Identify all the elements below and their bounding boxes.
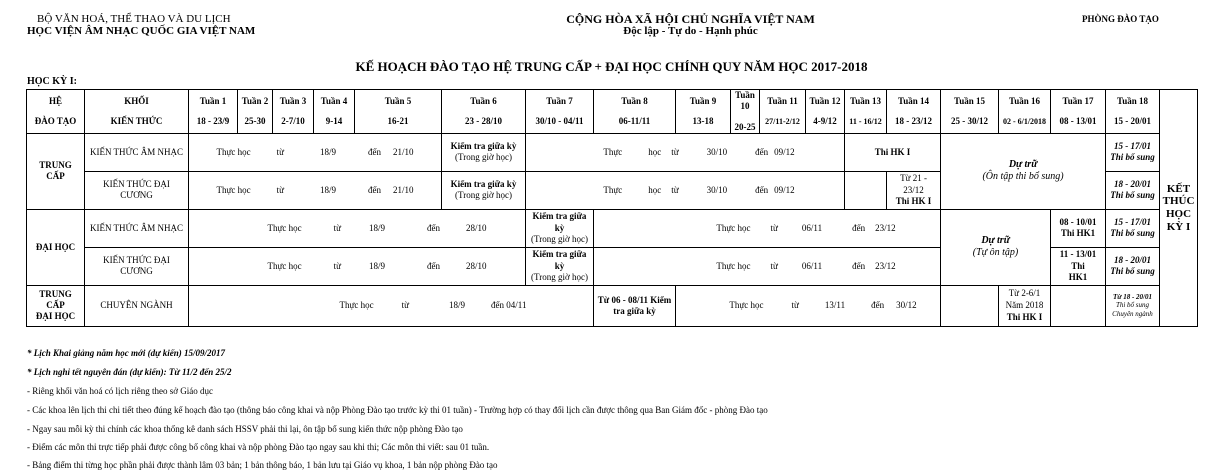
week-header: Tuần 3 2-7/10 [273,90,314,134]
study-period: Thực học từ 06/11 đến 23/12 [594,247,941,285]
week-header: Tuần 4 9-14 [314,90,355,134]
subject-am-nhac: KIẾN THỨC ÂM NHẠC [85,209,189,247]
midterm-cell: Kiểm tra giữa kỳ (Trong giờ học) [526,209,594,247]
note-item: - Riêng khối văn hoá có lịch riêng theo sở Giáo dục [27,386,213,396]
table-row [27,133,1198,171]
study-period: Thực học từ 18/9 đến 28/10 [189,209,526,247]
motto: Độc lập - Tự do - Hạnh phúc [623,25,758,37]
academy-name: HỌC VIỆN ÂM NHẠC QUỐC GIA VIỆT NAM [27,25,256,37]
study-period: Thực học từ 18/9 đến 21/10 [189,133,442,171]
subject-am-nhac: KIẾN THỨC ÂM NHẠC [85,133,189,171]
week-header: Tuần 1 18 - 23/9 [189,90,238,134]
week-header: Tuần 12 4-9/12 [806,90,845,134]
exam-cell: 11 - 13/01 Thi HK1 [1051,247,1106,285]
exam-cell: 08 - 10/01 Thi HK1 [1051,209,1106,247]
week-header: Tuần 8 06-11/11 [594,90,676,134]
midterm-cell: Kiểm tra giữa kỳ (Trong giờ học) [442,133,526,171]
study-period: Thực học từ 13/11 đến 30/12 [676,285,941,326]
study-period: Thực học từ 30/10 đến 09/12 [526,133,845,171]
end-semester-label: KẾT THÚC HỌC KỲ I [1160,90,1198,327]
subject-dai-cuong: KIẾN THỨC ĐẠI CƯƠNG [85,247,189,285]
reserve-cell: Dự trữ (Ôn tập thi bổ sung) [941,133,1106,209]
supplement-exam-cell: Từ 18 - 20/01 Thi bổ sung Chuyên ngành [1106,285,1160,326]
exam-cell: Thi HK I [845,133,941,171]
exam-cell: Từ 21 - 23/12 Thi HK I [887,171,941,209]
reserve-cell: Dự trữ (Tự ôn tập) [941,209,1051,285]
study-period: Thực học từ 30/10 đến 09/12 [526,171,845,209]
he-trung-cap: TRUNG CẤP [27,133,85,209]
week-header: Tuần 11 27/11-2/12 [760,90,806,134]
study-period: Thực học từ 18/9 đến 28/10 [189,247,526,285]
week-header: Tuần 5 16-21 [355,90,442,134]
week-header: Tuần 10 20-25 [731,90,760,134]
exam-cell: Từ 2-6/1 Năm 2018 Thi HK I [999,285,1051,326]
he-tc-dh: TRUNG CẤP ĐẠI HỌC [27,285,85,326]
col-khoi: KHỐI KIẾN THỨC [85,90,189,134]
he-dai-hoc: ĐẠI HỌC [27,209,85,285]
study-period: Thực học từ 06/11 đến 23/12 [594,209,941,247]
col-he: HỆ ĐÀO TẠO [27,90,85,134]
subject-dai-cuong: KIẾN THỨC ĐẠI CƯƠNG [85,171,189,209]
department-name: PHÒNG ĐÀO TẠO [1082,14,1159,24]
note-item: - Bảng điểm thi từng học phần phải được thành lâm 03 bản; 1 bản thông báo, 1 bản lưu tại Giáo vụ khoa, 1 bản nộp phòng Đào tạo [27,460,498,470]
ministry-name: BỘ VĂN HOÁ, THỂ THAO VÀ DU LỊCH [37,13,231,25]
republic-name: CỘNG HÒA XÃ HỘI CHỦ NGHĨA VIỆT NAM [566,12,815,26]
note-item: - Các khoa lên lịch thi chi tiết theo đúng kế hoạch đào tạo (thông báo công khai và nộp Phòng Đào tạo trước kỳ thi 01 tuần) - Trường hợp có thay đổi lịch cần được thông qua Ban Giám đốc - phòng Đào tạo [27,405,768,415]
supplement-exam-cell: 15 - 17/01 Thi bổ sung [1106,209,1160,247]
subject-chuyen-nganh: CHUYÊN NGÀNH [85,285,189,326]
midterm-cell: Từ 06 - 08/11 Kiểm tra giữa kỳ [594,285,676,326]
table-row [27,209,1198,247]
midterm-cell: Kiểm tra giữa kỳ (Trong giờ học) [442,171,526,209]
semester-label: HỌC KỲ I: [27,76,77,87]
empty-cell [1051,285,1106,326]
header-row [27,90,1198,134]
schedule-table [26,89,1198,327]
supplement-exam-cell: 15 - 17/01 Thi bổ sung [1106,133,1160,171]
week-header: Tuần 6 23 - 28/10 [442,90,526,134]
study-period: Thực học từ 18/9 đến 21/10 [189,171,442,209]
empty-cell [845,171,887,209]
note-opening: * Lịch Khai giảng năm học mới (dự kiến) 15/09/2017 [27,348,225,358]
week-header: Tuần 14 18 - 23/12 [887,90,941,134]
week-header: Tuần 16 02 - 6/1/2018 [999,90,1051,134]
week-header: Tuần 13 11 - 16/12 [845,90,887,134]
week-header: Tuần 18 15 - 20/01 [1106,90,1160,134]
week-header: Tuần 7 30/10 - 04/11 [526,90,594,134]
week-header: Tuần 15 25 - 30/12 [941,90,999,134]
week-header: Tuần 2 25-30 [238,90,273,134]
midterm-cell: Kiểm tra giữa kỳ (Trong giờ học) [526,247,594,285]
supplement-exam-cell: 18 - 20/01 Thi bổ sung [1106,171,1160,209]
empty-cell [941,285,999,326]
page-title: KẾ HOẠCH ĐÀO TẠO HỆ TRUNG CẤP + ĐẠI HỌC CHÍNH QUY NĂM HỌC 2017-2018 [355,59,868,74]
week-header: Tuần 9 13-18 [676,90,731,134]
note-tet-holiday: * Lịch nghỉ tết nguyên đán (dự kiến): Từ 11/2 đến 25/2 [27,367,232,377]
note-item: - Ngay sau mỗi kỳ thi chính các khoa thống kê danh sách HSSV phải thi lại, ôn tập bổ sung kiến thức nộp phòng Đào tạo [27,424,463,434]
week-header: Tuần 17 08 - 13/01 [1051,90,1106,134]
study-period: Thực học từ 18/9 đến 04/11 [189,285,594,326]
supplement-exam-cell: 18 - 20/01 Thi bổ sung [1106,247,1160,285]
table-row [27,285,1198,326]
note-item: - Điểm các môn thi trực tiếp phải được công bố công khai và nộp phòng Đào tạo ngay sau khi thi; Các môn thi viết: sau 01 tuần. [27,442,490,452]
